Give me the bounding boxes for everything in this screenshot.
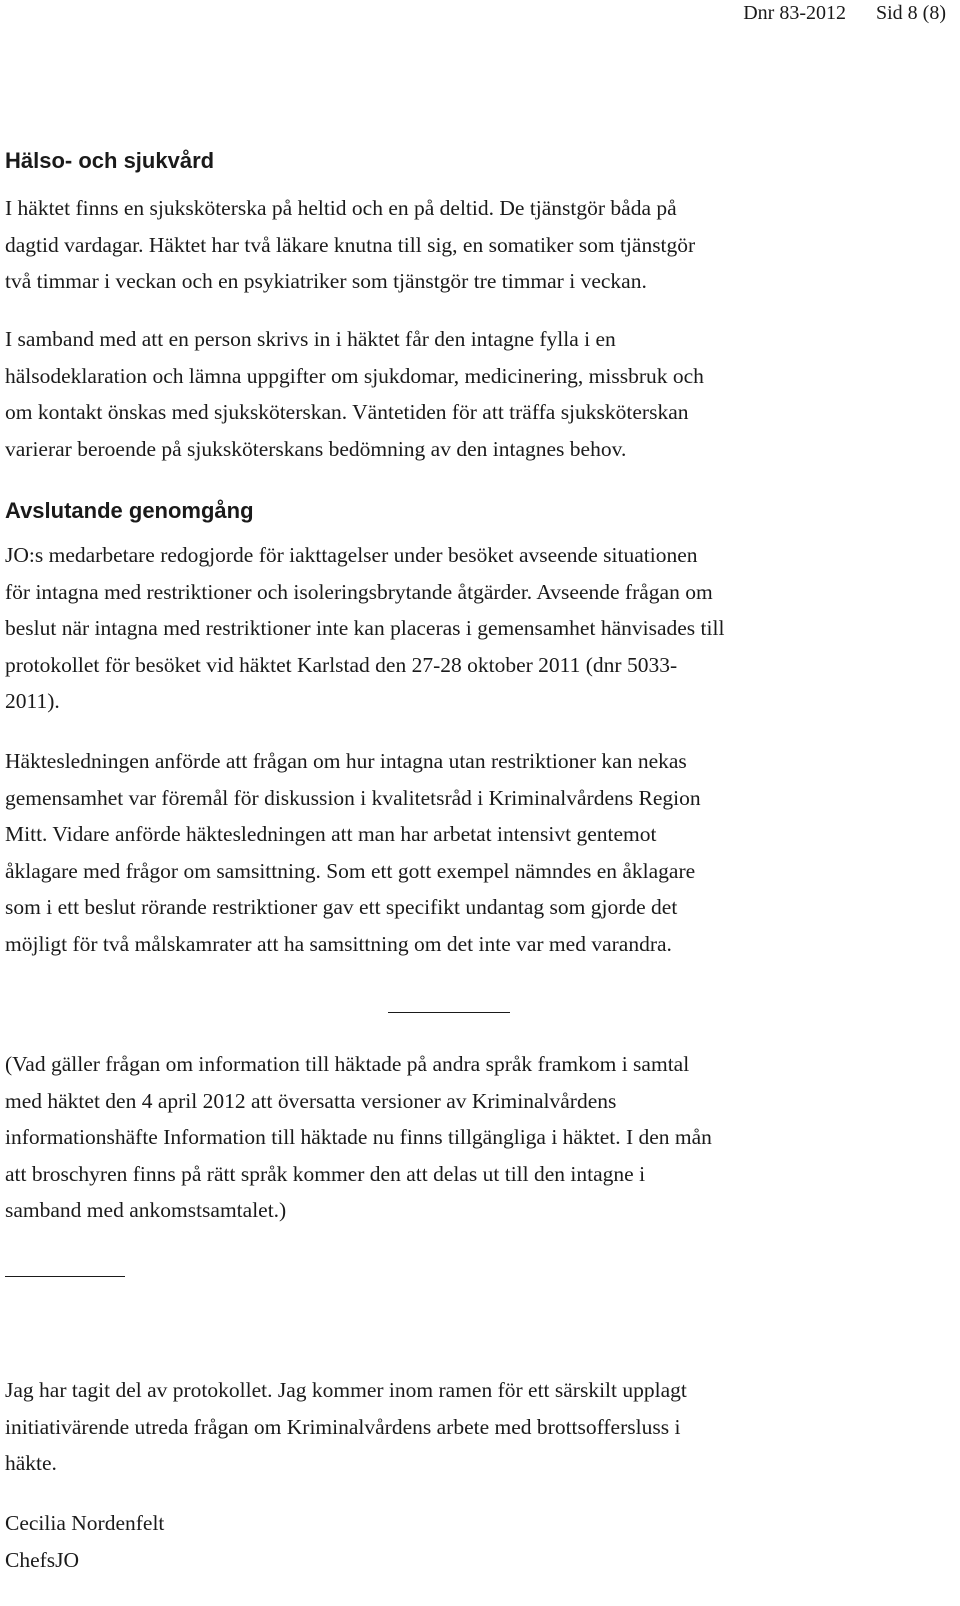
- section-heading-health: Hälso- och sjukvård: [5, 148, 215, 173]
- paragraph-closing-observations: JO:s medarbetare redogjorde för iakttagelser under besöket avseende situationen för intagna med restriktioner och isoleringsbrytande åtgärder. Avseende frågan om beslut när intagna med restriktioner inte kan placeras i gemensamhet hänvisades till protokollet för besöket vid häktet Karlstad den 27-28 oktober 2011 (dnr 5033- 2011).: [5, 543, 725, 713]
- paragraph-closing-management: Häktesledningen anförde att frågan om hur intagna utan restriktioner kan nekas gemensamhet var föremål för diskussion i kvalitetsråd i Kriminalvårdens Region Mitt. Vidare anförde häktesledningen att man har arbetat intensivt gentemot åklagare med frågor om samsittning. Som ett gott exempel nämndes en åklagare som i ett beslut rörande restriktioner gav ett specifikt undantag som gjorde det möjligt för två målskamrater att ha samsittning om det inte var med varandra.: [5, 749, 701, 956]
- page-number: Sid 8 (8): [876, 2, 946, 24]
- page-header: [743, 0, 946, 30]
- signature-title: ChefsJO: [5, 1547, 80, 1572]
- section-heading-closing: Avslutande genomgång: [5, 498, 254, 523]
- paragraph-addendum: (Vad gäller frågan om information till häktade på andra språk framkom i samtal med häktet den 4 april 2012 att översatta versioner av Kriminalvårdens informationshäfte Information till häktade nu finns tillgängliga i häktet. I den mån att broschyren finns på rätt språk kommer den att delas ut till den intagne i samband med ankomstsamtalet.): [5, 1052, 712, 1222]
- paragraph-closing-statement: Jag har tagit del av protokollet. Jag kommer inom ramen för ett särskilt upplagt initiativärende utreda frågan om Kriminalvårdens arbete med brottsoffersluss i häkte.: [5, 1378, 687, 1475]
- signature-block: [5, 1505, 935, 1578]
- centered-divider: [388, 1012, 510, 1013]
- left-divider: [5, 1276, 125, 1277]
- signature-name: Cecilia Nordenfelt: [5, 1511, 165, 1535]
- paragraph-health-intake: I samband med att en person skrivs in i häktet får den intagne fylla i en hälsodeklaration och lämna uppgifter om sjukdomar, medicinering, missbruk och om kontakt önskas med sjuksköterskan. Väntetiden för att träffa sjuksköterskan varierar beroende på sjuksköterskans bedömning av den intagnes behov.: [5, 327, 704, 461]
- case-number: Dnr 83-2012: [743, 2, 846, 24]
- paragraph-health-staff: I häktet finns en sjuksköterska på heltid och en på deltid. De tjänstgör båda på dagtid vardagar. Häktet har två läkare knutna till sig, en somatiker som tjänstgör två timmar i veckan och en psykiatriker som tjänstgör tre timmar i veckan.: [5, 196, 696, 293]
